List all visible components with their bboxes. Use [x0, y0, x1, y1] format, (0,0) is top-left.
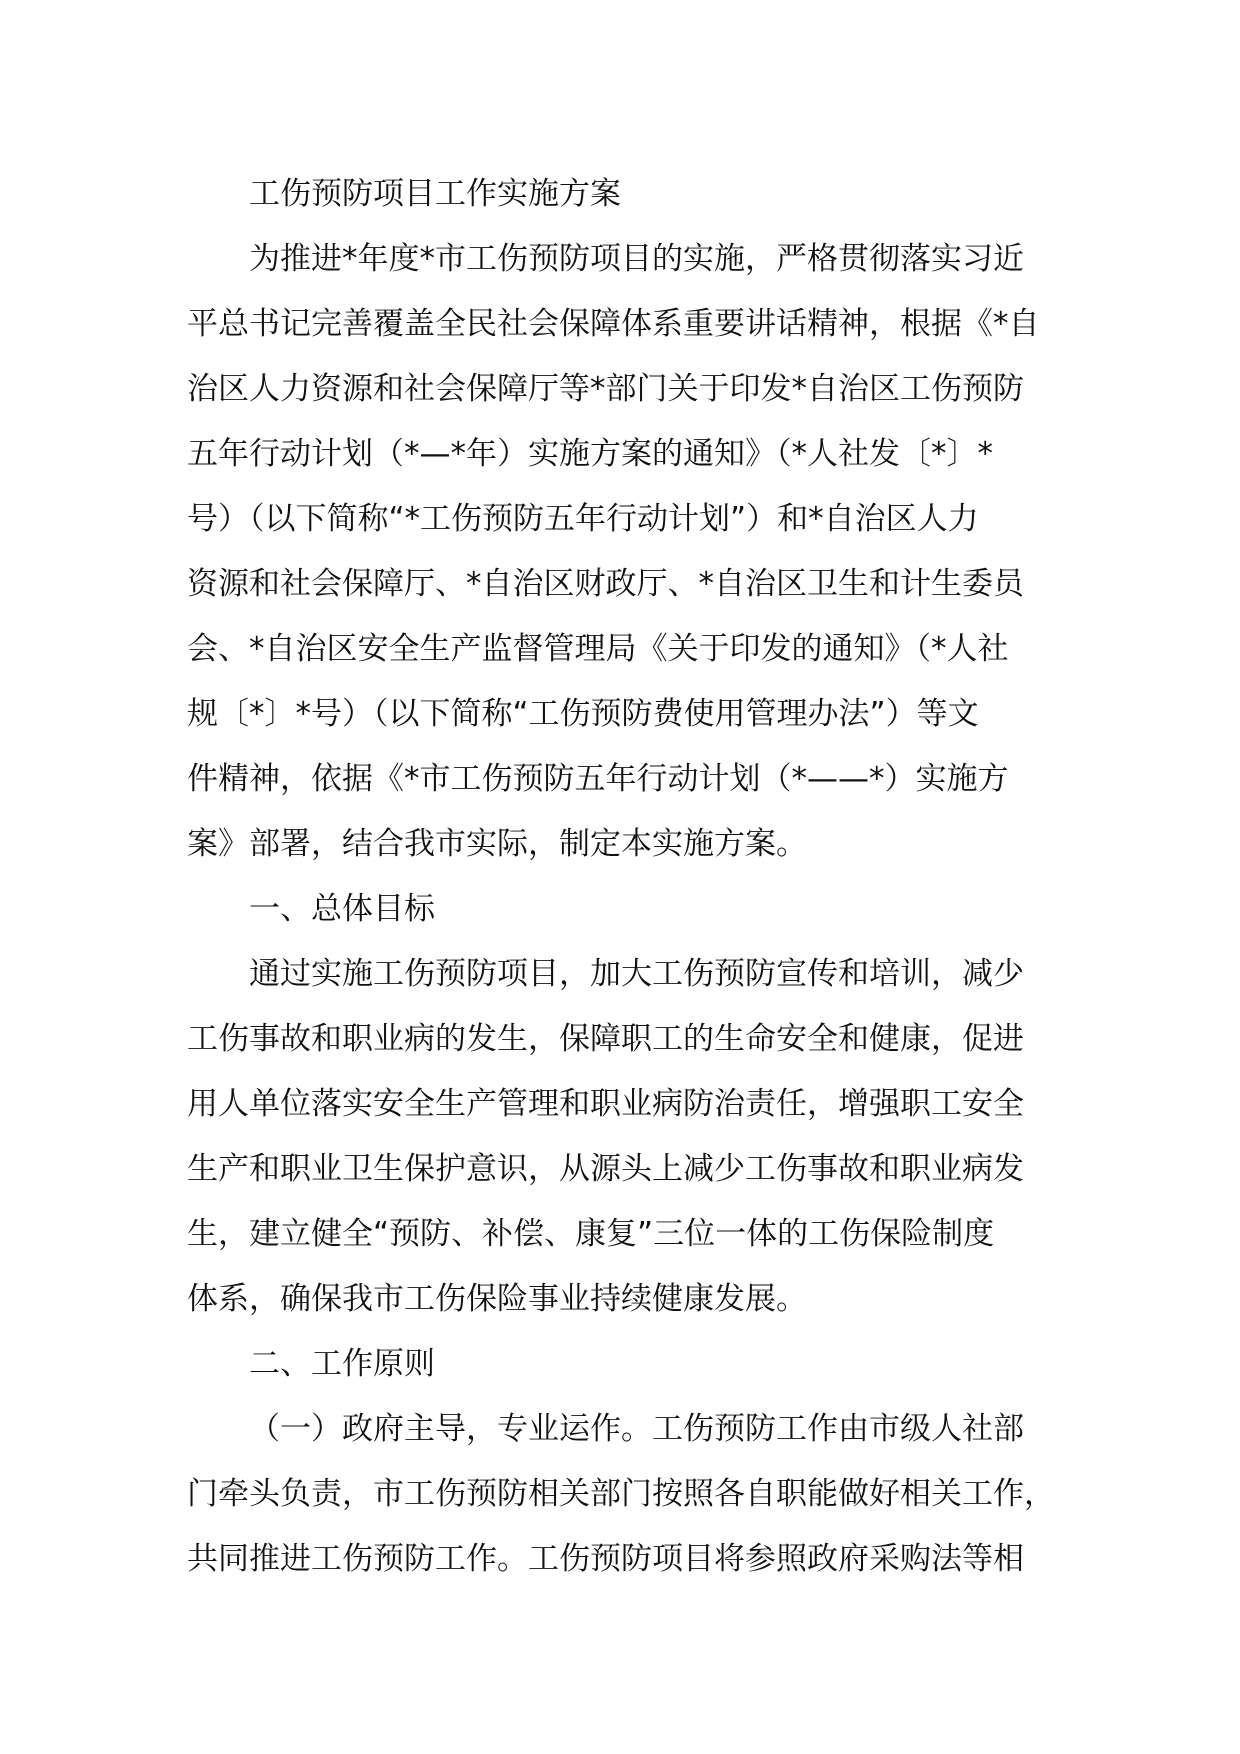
paragraph-line: 工伤事故和职业病的发生，保障职工的生命安全和健康，促进: [187, 1021, 1024, 1057]
paragraph-line: 案》部署，结合我市实际，制定本实施方案。: [187, 826, 807, 862]
document-title: 工伤预防项目工作实施方案: [249, 176, 621, 212]
paragraph-line: 为推进*年度*市工伤预防项目的实施，严格贯彻落实习近: [249, 241, 1024, 277]
paragraph-line: 治区人力资源和社会保障厅等*部门关于印发*自治区工伤预防: [187, 371, 1024, 407]
paragraph-line: （一）政府主导，专业运作。工伤预防工作由市级人社部: [249, 1411, 1024, 1447]
paragraph-line: 体系，确保我市工伤保险事业持续健康发展。: [187, 1281, 807, 1317]
paragraph-line: 门牵头负责，市工伤预防相关部门按照各自职能做好相关工作，: [187, 1476, 1055, 1512]
paragraph-line: 规〔*〕*号）（以下简称“工伤预防费使用管理办法”）等文: [187, 696, 979, 732]
section-heading: 一、总体目标: [249, 891, 435, 927]
paragraph-line: 号）（以下简称“*工伤预防五年行动计划”）和*自治区人力: [187, 501, 979, 537]
paragraph-line: 平总书记完善覆盖全民社会保障体系重要讲话精神，根据《*自: [187, 306, 1040, 342]
section-heading: 二、工作原则: [249, 1346, 435, 1382]
paragraph-line: 共同推进工伤预防工作。工伤预防项目将参照政府采购法等相: [187, 1541, 1024, 1577]
paragraph-line: 资源和社会保障厅、*自治区财政厅、*自治区卫生和计生委员: [187, 566, 1024, 602]
paragraph-line: 五年行动计划（*—*年）实施方案的通知》（*人社发〔*〕*: [187, 436, 993, 472]
document-body: [187, 162, 1057, 1592]
paragraph-line: 生产和职业卫生保护意识，从源头上减少工伤事故和职业病发: [187, 1151, 1024, 1187]
paragraph-line: 件精神，依据《*市工伤预防五年行动计划（*——*）实施方: [187, 761, 1009, 797]
paragraph-line: 会、*自治区安全生产监督管理局《关于印发的通知》（*人社: [187, 631, 1009, 667]
paragraph-line: 用人单位落实安全生产管理和职业病防治责任，增强职工安全: [187, 1086, 1024, 1122]
paragraph-line: 生，建立健全“预防、补偿、康复”三位一体的工伤保险制度: [187, 1216, 995, 1252]
paragraph-line: 通过实施工伤预防项目，加大工伤预防宣传和培训，减少: [249, 956, 1024, 992]
